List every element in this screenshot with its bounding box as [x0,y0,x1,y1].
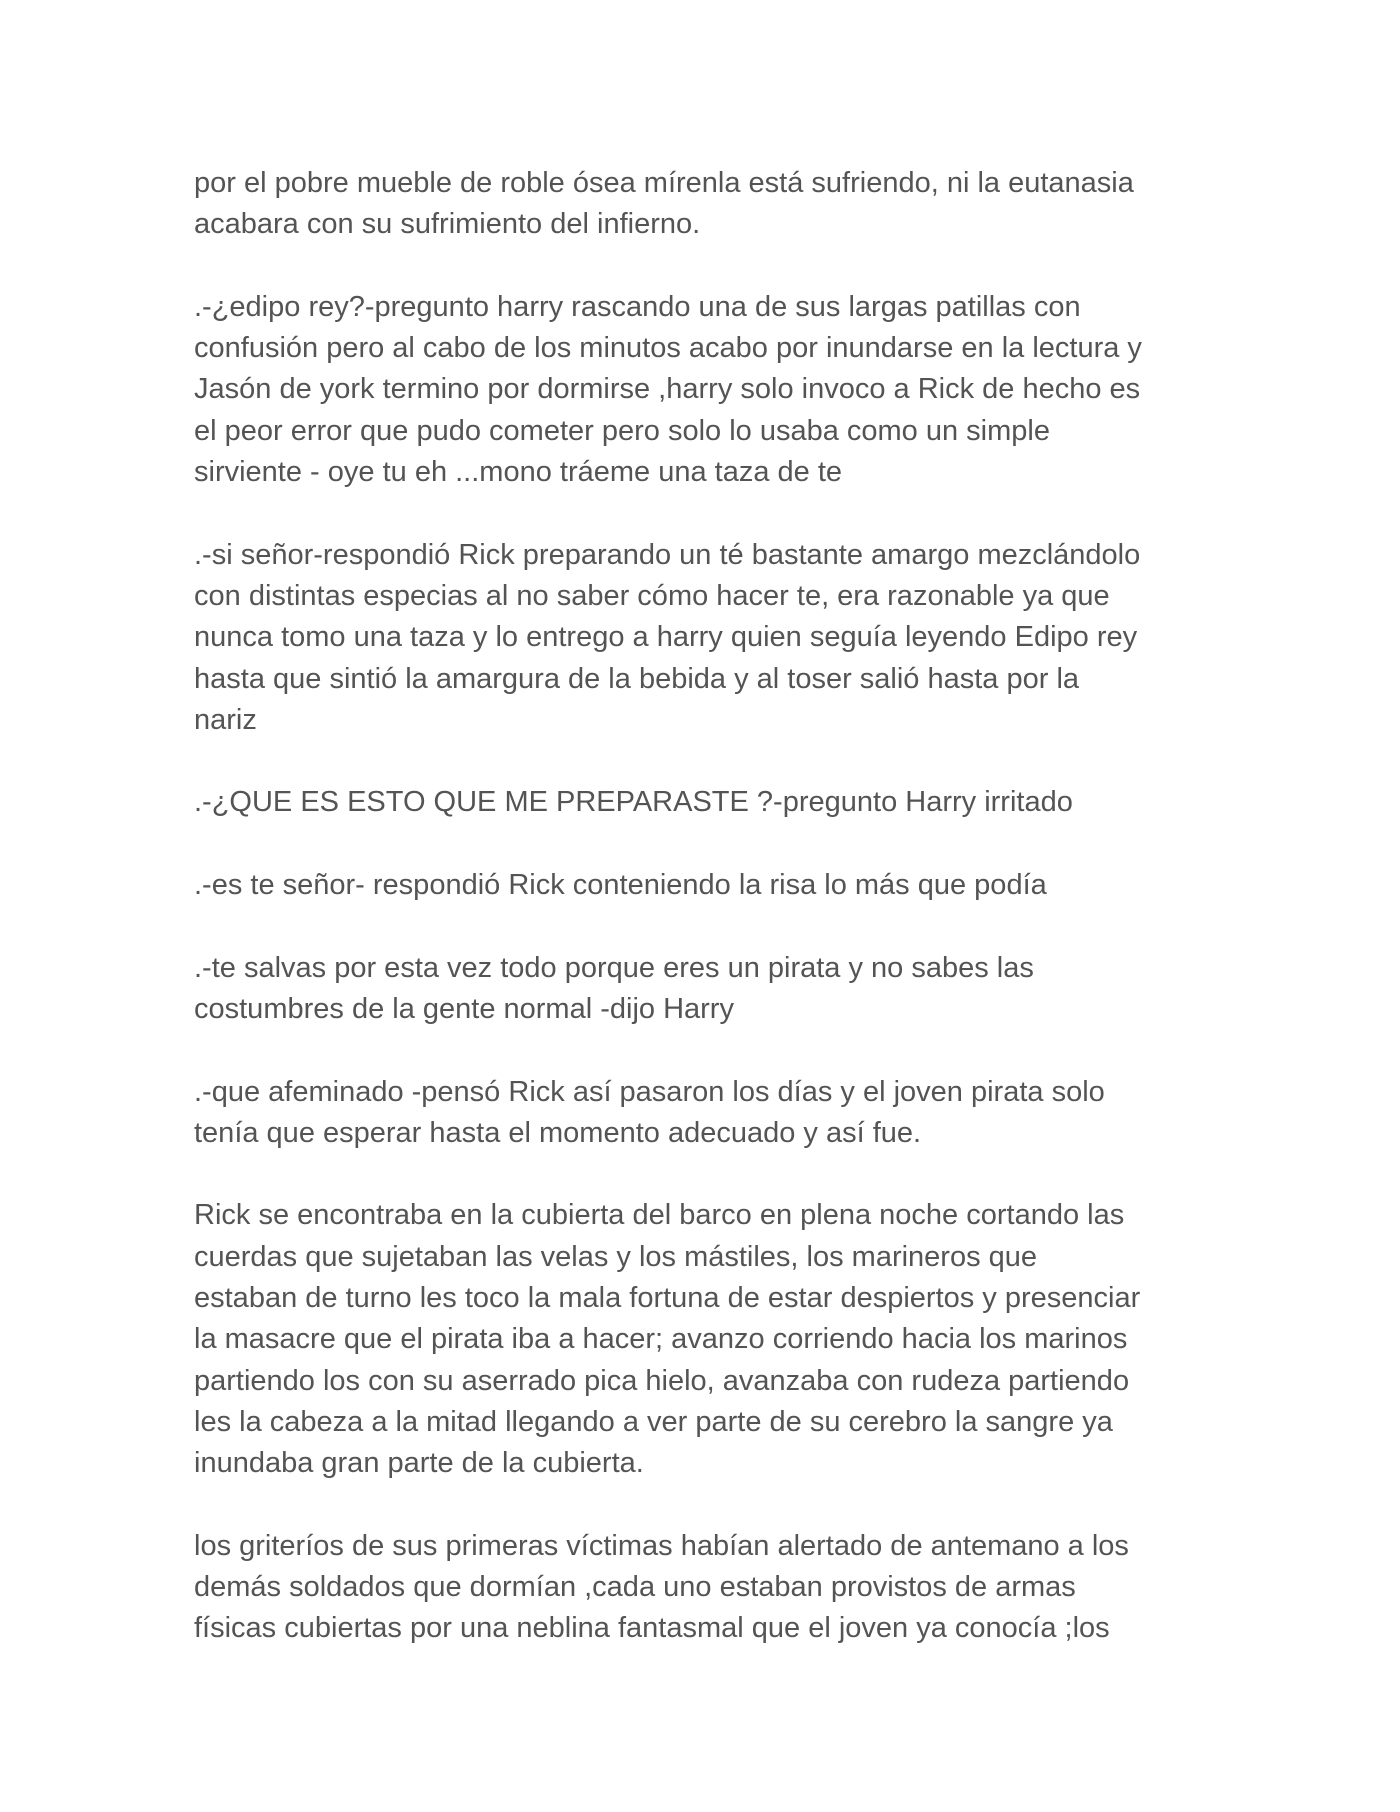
paragraph [194,1195,1224,1484]
text-line: por el pobre mueble de roble ósea mírenla está sufriendo, ni la eutanasia [194,167,1134,199]
text-line: demás soldados que dormían ,cada uno estaban provistos de armas [194,1571,1076,1604]
document-body [194,163,1224,1691]
text-line: estaban de turno les toco la mala fortuna de estar despiertos y presenciar [194,1282,1141,1315]
paragraph [194,948,1224,1031]
paragraph [194,163,1224,246]
text-line: inundaba gran parte de la cubierta. [194,1447,644,1480]
paragraph [194,287,1224,493]
paragraph [194,535,1224,741]
text-line: les la cabeza a la mitad llegando a ver parte de su cerebro la sangre ya [194,1405,1113,1438]
text-line: nunca tomo una taza y lo entrego a harry quien seguía leyendo Edipo rey [194,621,1138,654]
text-line: confusión pero al cabo de los minutos acabo por inundarse en la lectura y [194,332,1142,365]
text-line: los griteríos de sus primeras víctimas habían alertado de antemano a los [194,1529,1129,1562]
paragraph [194,865,1224,906]
text-line: sirviente - oye tu eh ...mono tráeme una taza de te [194,456,843,489]
paragraph [194,1072,1224,1155]
paragraph [194,782,1224,823]
text-line: Jasón de york termino por dormirse ,harry solo invoco a Rick de hecho es [194,373,1141,406]
text-line: partiendo los con su aserrado pica hielo, avanzaba con rudeza partiendo [194,1364,1130,1397]
text-line: físicas cubiertas por una neblina fantasmal que el joven ya conocía ;los [194,1612,1110,1645]
text-line: .-que afeminado -pensó Rick así pasaron los días y el joven pirata solo [194,1075,1105,1108]
text-line: el peor error que pudo cometer pero solo lo usaba como un simple [194,414,1050,447]
text-line: acabara con su sufrimiento del infierno. [194,208,701,241]
text-line: .-¿edipo rey?-pregunto harry rascando una de sus largas patillas con [194,290,1081,323]
text-line: .-si señor-respondió Rick preparando un té bastante amargo mezclándolo [194,538,1141,571]
text-line: con distintas especias al no saber cómo hacer te, era razonable ya que [194,579,1110,612]
text-line: nariz [194,703,257,736]
text-line: tenía que esperar hasta el momento adecuado y así fue. [194,1116,922,1149]
paragraph [194,1526,1224,1650]
text-line: .-es te señor- respondió Rick conteniendo la risa lo más que podía [194,869,1047,902]
text-line: .-¿QUE ES ESTO QUE ME PREPARASTE ?-pregunto Harry irritado [194,786,1073,819]
text-line: .-te salvas por esta vez todo porque eres un pirata y no sabes las [194,951,1034,984]
text-line: costumbres de la gente normal -dijo Harry [194,992,734,1025]
text-line: la masacre que el pirata iba a hacer; avanzo corriendo hacia los marinos [194,1323,1128,1356]
text-line: Rick se encontraba en la cubierta del barco en plena noche cortando las [194,1199,1125,1232]
text-line: hasta que sintió la amargura de la bebida y al toser salió hasta por la [194,662,1080,695]
text-line: cuerdas que sujetaban las velas y los mástiles, los marineros que [194,1240,1038,1273]
